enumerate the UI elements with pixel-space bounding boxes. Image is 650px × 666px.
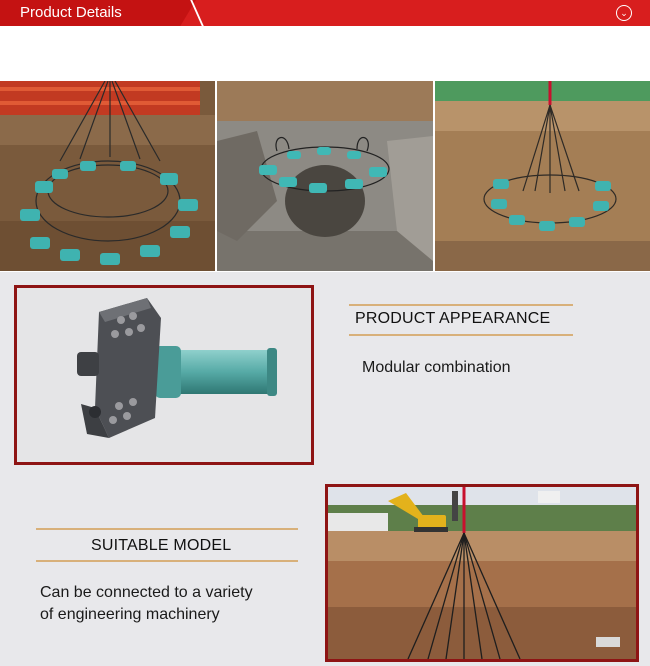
model-rule-top	[36, 528, 298, 530]
header-title: Product Details	[20, 4, 122, 21]
site-photo-1	[0, 81, 215, 271]
appearance-text: Modular combination	[362, 359, 511, 376]
module-render-frame	[14, 285, 314, 465]
model-heading: SUITABLE MODEL	[91, 537, 232, 554]
model-rule-bottom	[36, 560, 298, 562]
appearance-rule-top	[349, 304, 573, 306]
section-header	[0, 0, 650, 26]
excavator-photo-frame	[325, 484, 639, 662]
pile-breaker-module-image	[17, 288, 311, 462]
appearance-rule-bottom	[349, 334, 573, 336]
model-text-line-2: of engineering machinery	[40, 606, 220, 623]
chevron-down-icon[interactable]: ⌄	[616, 5, 632, 21]
model-text-line-1: Can be connected to a variety	[40, 584, 253, 601]
site-photo-2	[217, 81, 433, 271]
excavator-photo	[328, 487, 636, 659]
appearance-heading: PRODUCT APPEARANCE	[355, 310, 551, 327]
site-photo-3	[435, 81, 650, 271]
